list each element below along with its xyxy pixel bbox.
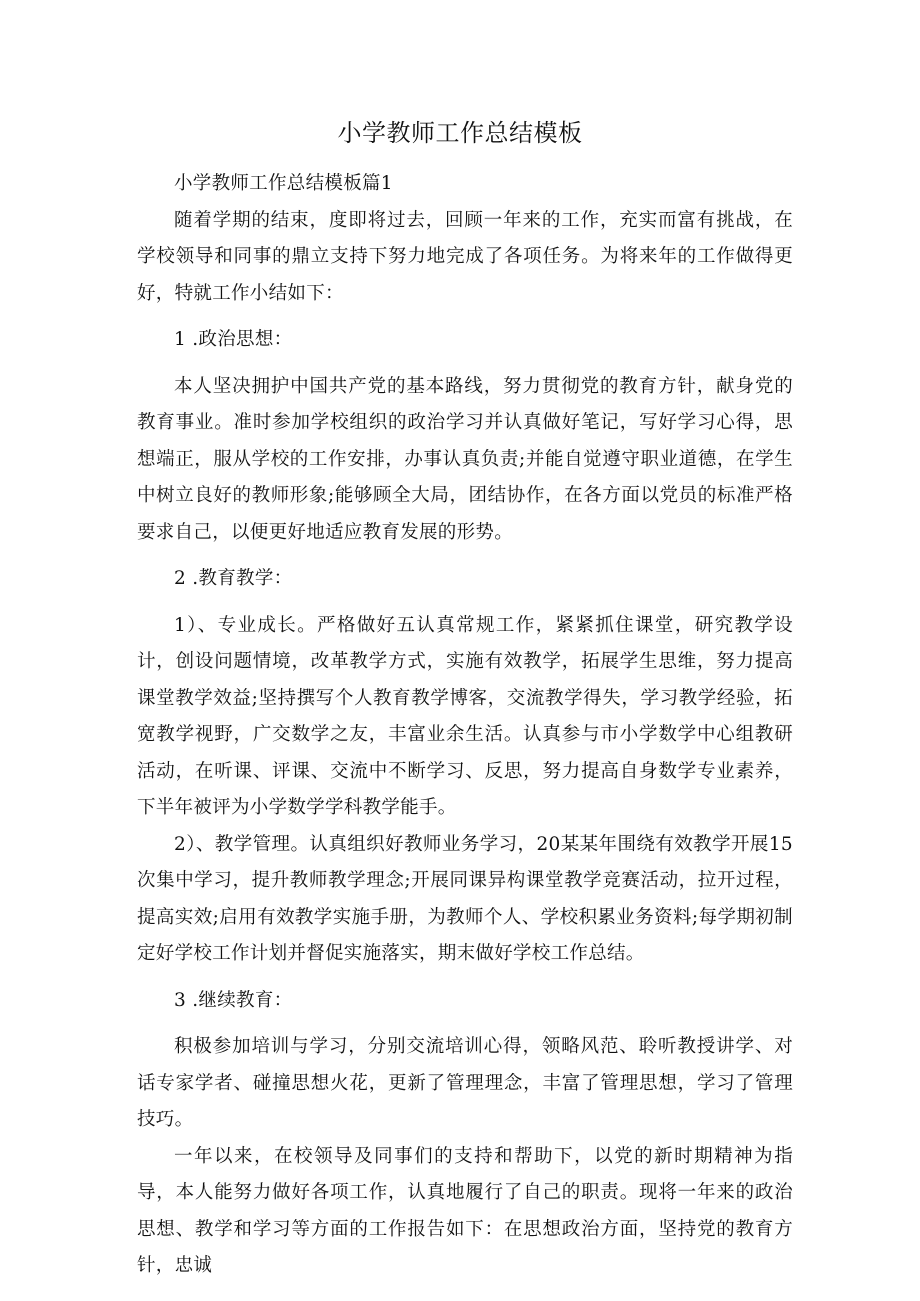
document-title: 小学教师工作总结模板: [337, 119, 583, 147]
paragraph-professional-growth: 1）、专业成长。严格做好五认真常规工作，紧紧抓住课堂，研究教学设计，创设问题情境，改革教学方式，实施有效教学，拓展学生思维，努力提高课堂教学效益;坚持撰写个人教育教学博客，交流教学得失，学习教学经验，拓宽教学视野，广交数学之友，丰富业余生活。认真参与市小学数学中心组教研活动，在听课、评课、交流中不断学习、反思，努力提高自身数学专业素养，下半年被评为小学数学学科教学能手。: [137, 614, 793, 818]
heading-continuing-education: 3 .继续教育：: [174, 989, 293, 1011]
section-heading-part-1: 小学教师工作总结模板篇1: [174, 173, 393, 194]
heading-political-thought: 1 .政治思想：: [174, 329, 293, 350]
document-body: [137, 166, 793, 1285]
paragraph-annual-summary: 一年以来，在校领导及同事们的支持和帮助下，以党的新时期精神为指导，本人能努力做好各项工作，认真地履行了自己的职责。现将一年来的政治思想、教学和学习等方面的工作报告如下：在思想政治方面，坚持党的教育方针，忠诚: [137, 1145, 793, 1276]
paragraph-political-thought: 本人坚决拥护中国共产党的基本路线，努力贯彻党的教育方针，献身党的教育事业。准时参加学校组织的政治学习并认真做好笔记，写好学习心得，思想端正，服从学校的工作安排，办事认真负责;并能自觉遵守职业道德，在学生中树立良好的教师形象;能够顾全大局，团结协作，在各方面以党员的标准严格要求自己，以便更好地适应教育发展的形势。: [137, 375, 793, 543]
intro-paragraph: 随着学期的结束，度即将过去，回顾一年来的工作，充实而富有挑战，在学校领导和同事的鼎立支持下努力地完成了各项任务。为将来年的工作做得更好，特就工作小结如下：: [137, 209, 793, 304]
heading-education-teaching: 2 .教育教学：: [174, 568, 293, 589]
paragraph-continuing-education: 积极参加培训与学习，分别交流培训心得，领略风范、聆听教授讲学、对话专家学者、碰撞思想火花，更新了管理理念，丰富了管理思想，学习了管理技巧。: [137, 1036, 793, 1130]
paragraph-teaching-management: 2）、教学管理。认真组织好教师业务学习，20某某年围绕有效教学开展15次集中学习，提升教师教学理念;开展同课异构课堂教学竞赛活动，拉开过程，提高实效;启用有效教学实施手册，为教师个人、学校积累业务资料;每学期初制定好学校工作计划并督促实施落实，期末做好学校工作总结。: [137, 833, 793, 964]
